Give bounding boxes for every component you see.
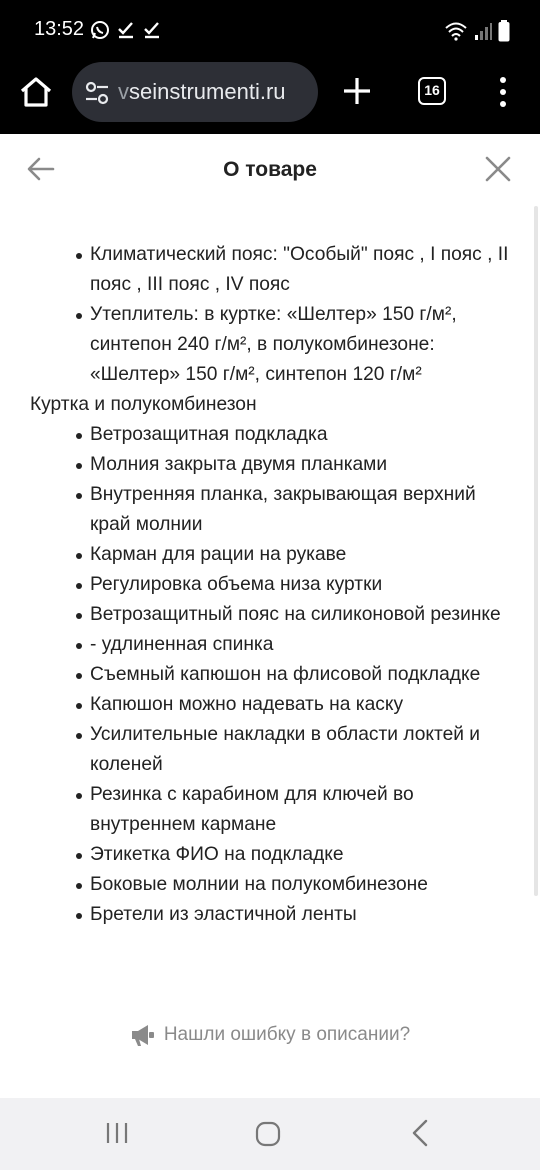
tab-count: 16	[424, 82, 440, 98]
megaphone-icon	[130, 1023, 156, 1047]
list-item: Утеплитель: в куртке: «Шелтер» 150 г/м², синтепон 240 г/м², в полукомбинезоне: «Шелтер» 150 г/м², синтепон 120 г/м²	[90, 300, 516, 390]
section-heading: Куртка и полукомбинезон	[30, 394, 257, 415]
list-item: Этикетка ФИО на подкладке	[90, 840, 516, 870]
scrollbar[interactable]	[534, 206, 538, 896]
list-item: Ветрозащитный пояс на силиконовой резинке	[90, 600, 516, 630]
modal-header	[0, 134, 540, 206]
list-item: Бретели из эластичной ленты	[90, 900, 516, 930]
home-nav-icon[interactable]	[254, 1120, 282, 1148]
list-item: Климатический пояс: "Особый" пояс , I пояс , II пояс , III пояс , IV пояс	[90, 240, 516, 300]
list-item: Боковые молнии на полукомбинезоне	[90, 870, 516, 900]
system-icons	[444, 20, 510, 42]
wifi-icon	[444, 21, 468, 41]
home-icon[interactable]	[18, 74, 54, 110]
list-item: Капюшон можно надевать на каску	[90, 690, 516, 720]
list-item: Молния закрыта двумя планками	[90, 450, 516, 480]
system-nav-bar	[0, 1098, 540, 1170]
modal-title: О товаре	[223, 158, 317, 181]
product-description	[30, 240, 516, 976]
close-icon[interactable]	[484, 155, 512, 183]
status-time: 13:52	[34, 18, 85, 40]
browser-toolbar	[0, 60, 540, 134]
check-icon	[142, 20, 162, 40]
feature-list	[30, 420, 516, 930]
list-item: Усилительные накладки в области локтей и коленей	[90, 720, 516, 780]
address-bar[interactable]	[72, 62, 318, 122]
new-tab-icon[interactable]	[340, 74, 374, 108]
recents-icon[interactable]	[104, 1120, 130, 1146]
whatsapp-icon	[90, 20, 110, 40]
list-item: - удлиненная спинка	[90, 630, 516, 660]
list-item: Резинка с карабином для ключей во внутреннем кармане	[90, 780, 516, 840]
battery-icon	[498, 20, 510, 42]
report-error-link[interactable]	[0, 1020, 540, 1050]
back-nav-icon[interactable]	[408, 1118, 432, 1148]
list-item: Регулировка объема низа куртки	[90, 570, 516, 600]
list-item: Внутренняя планка, закрывающая верхний край молнии	[90, 480, 516, 540]
list-item: Карман для рации на рукаве	[90, 540, 516, 570]
url-prefix: v	[118, 79, 129, 104]
more-menu-icon[interactable]	[496, 76, 510, 108]
url-text	[118, 79, 310, 105]
check-icon	[116, 20, 136, 40]
report-error-label: Нашли ошибку в описании?	[163, 1024, 411, 1045]
signal-icon	[474, 21, 492, 41]
url-domain: seinstrumenti.ru	[129, 79, 286, 104]
content-fade	[0, 940, 540, 980]
list-item: Ветрозащитная подкладка	[90, 420, 516, 450]
notification-icons	[90, 20, 162, 40]
site-settings-icon[interactable]	[84, 80, 110, 106]
tab-switcher-button[interactable]	[418, 77, 446, 105]
status-bar	[0, 0, 540, 60]
list-item: Съемный капюшон на флисовой подкладке	[90, 660, 516, 690]
spec-list	[30, 240, 516, 390]
